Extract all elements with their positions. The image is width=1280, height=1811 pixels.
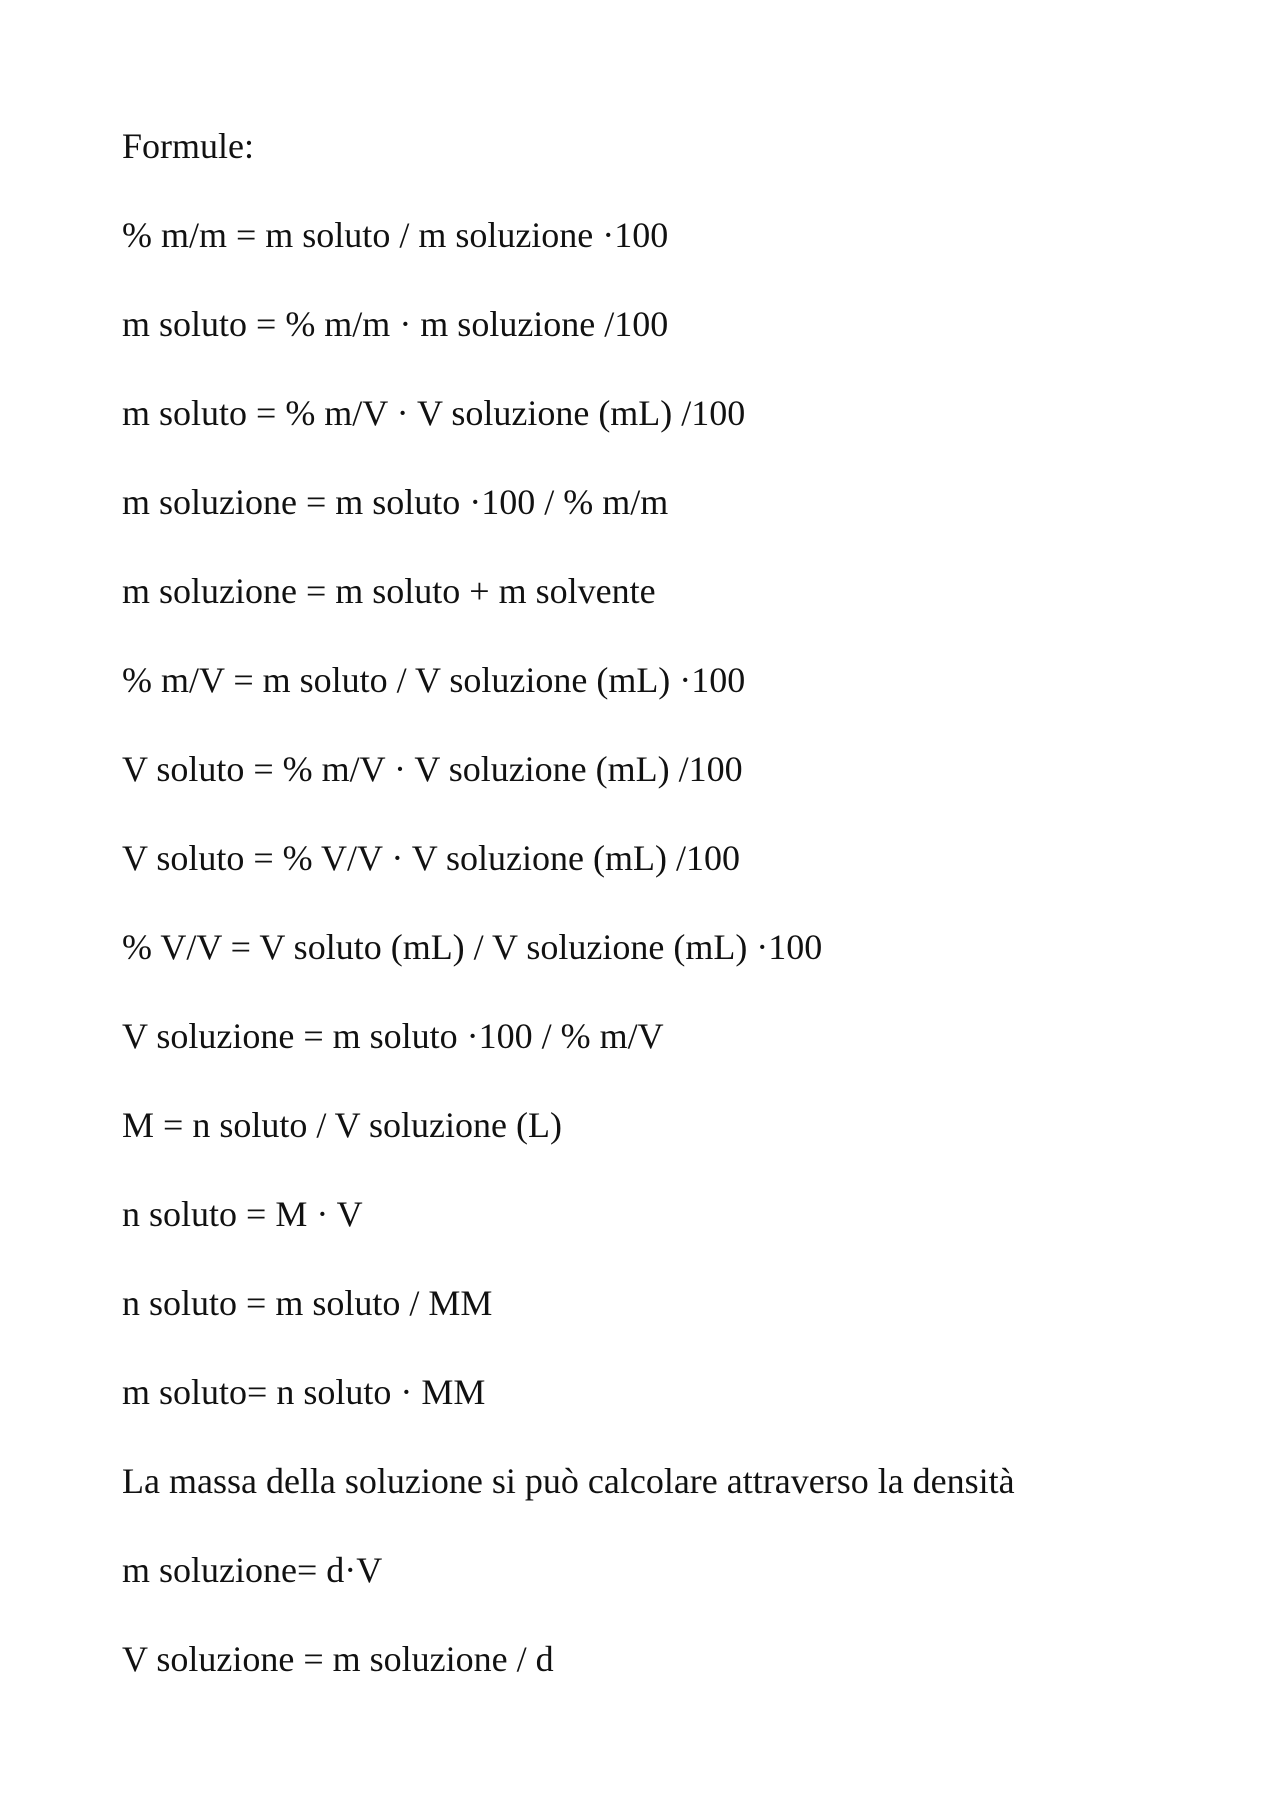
document-heading: Formule: bbox=[122, 126, 254, 166]
formula-line: V soluzione = m soluto ·100 / % m/V bbox=[122, 1016, 664, 1056]
formula-line: V soluto = % m/V · V soluzione (mL) /100 bbox=[122, 749, 743, 789]
density-formula-line: V soluzione = m soluzione / d bbox=[122, 1639, 554, 1679]
formula-line: % m/V = m soluto / V soluzione (mL) ·100 bbox=[122, 660, 746, 700]
formula-line: m soluto = % m/m · m soluzione /100 bbox=[122, 304, 669, 344]
formula-line: V soluto = % V/V · V soluzione (mL) /100 bbox=[122, 838, 740, 878]
formula-line: m soluto= n soluto · MM bbox=[122, 1372, 486, 1412]
density-formula-line: m soluzione= d·V bbox=[122, 1550, 383, 1590]
density-note: La massa della soluzione si può calcolare attraverso la densità bbox=[122, 1461, 1015, 1501]
formula-line: % m/m = m soluto / m soluzione ·100 bbox=[122, 215, 669, 255]
formula-line: n soluto = m soluto / MM bbox=[122, 1283, 493, 1323]
formula-line: n soluto = M · V bbox=[122, 1194, 363, 1234]
formula-line: m soluto = % m/V · V soluzione (mL) /100 bbox=[122, 393, 746, 433]
formula-line: M = n soluto / V soluzione (L) bbox=[122, 1105, 562, 1145]
formula-line: % V/V = V soluto (mL) / V soluzione (mL) ·100 bbox=[122, 927, 823, 967]
formula-line: m soluzione = m soluto ·100 / % m/m bbox=[122, 482, 669, 522]
formula-line: m soluzione = m soluto + m solvente bbox=[122, 571, 656, 611]
